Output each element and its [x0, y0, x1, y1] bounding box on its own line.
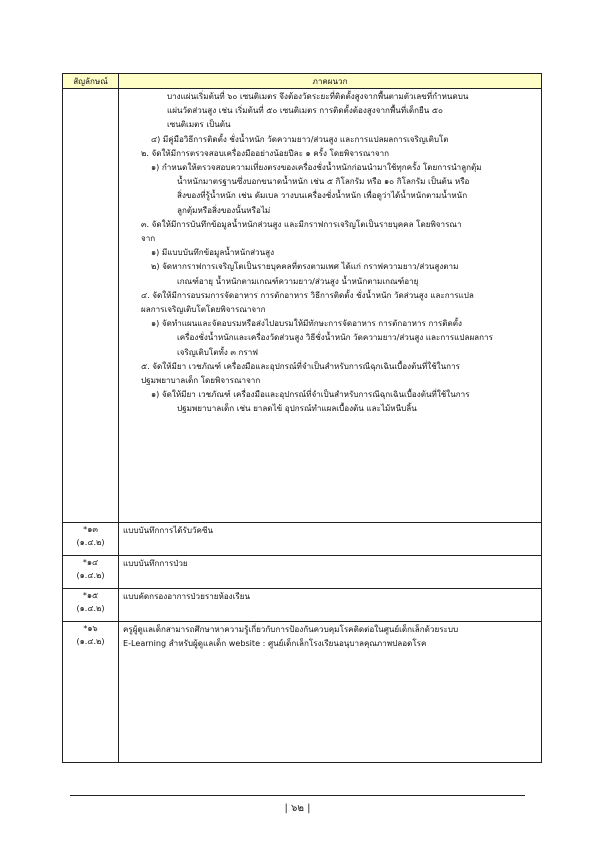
- header-appendix: ภาคผนวก: [119, 74, 542, 89]
- item-indicator: (๑.๔.๒): [76, 603, 105, 613]
- appendix-text-line: บางแผ่นเริ่มต้นที่ ๖๐ เซนติเมตร จึงต้องวัดระยะที่ติดตั้งสูงจากพื้นตามตัวเลขที่กำหนดบน: [167, 91, 469, 101]
- item-indicator: (๑.๔.๒): [76, 636, 105, 646]
- symbol-cell: [63, 89, 119, 523]
- item-indicator: (๑.๔.๒): [76, 570, 105, 580]
- appendix-text-line: เครื่องชั่งน้ำหนักและเครื่องวัดส่วนสูง วิธีชั่งน้ำหนัก วัดความยาว/ส่วนสูง และการแปลผลการ: [177, 332, 493, 343]
- appendix-text-line: เซนติเมตร เป็นต้น: [167, 119, 231, 130]
- appendix-text-line: ๒) จัดหากราฟการเจริญโตเป็นรายบุคคลที่ตรงตามเพศ ได้แก่ กราฟความยาว/ส่วนสูงตาม: [151, 261, 459, 272]
- appendix-description-cell: [119, 89, 542, 523]
- appendix-text-line: ๑) กำหนดให้ตรวจสอบความเที่ยงตรงของเครื่องชั่งน้ำหนักก่อนนำมาใช้ทุกครั้ง โดยการนำลูกตุ้ม: [151, 162, 482, 173]
- appendix-table: [62, 73, 542, 763]
- item-description-cell: [119, 523, 542, 556]
- item-description-cell: [119, 556, 542, 589]
- appendix-text-line: ผลการเจริญเติบโตโดยพิจารณาจาก: [141, 304, 266, 315]
- appendix-text-line: ลูกตุ้มหรือสิ่งของนั้นหรือไม่: [177, 204, 271, 215]
- symbol-cell: [63, 556, 119, 589]
- item-code: *๑๕: [82, 590, 99, 600]
- item-description: แบบบันทึกการป่วย: [123, 558, 188, 568]
- item-description: ครูผู้ดูแลเด็กสามารถศึกษาหาความรู้เกี่ยวกับการป้องกันควบคุมโรคติดต่อในศูนย์เด็กเล็กด้วยระบบ: [123, 624, 459, 634]
- appendix-text-line: ๒. จัดให้มีการตรวจสอบเครื่องมืออย่างน้อยปีละ ๑ ครั้ง โดยพิจารณาจาก: [141, 147, 390, 158]
- appendix-text-line: สิ่งของที่รู้น้ำหนัก เช่น ดัมเบล วางบนเครื่องชั่งน้ำหนัก เพื่อดูว่าได้น้ำหนักตามน้ำหนัก: [177, 190, 468, 201]
- table-row: [63, 523, 542, 556]
- item-code: *๑๖: [83, 623, 98, 633]
- appendix-text-line: แผ่นวัดส่วนสูง เช่น เริ่มต้นที่ ๕๐ เซนติเมตร การติดตั้งต้องสูงจากพื้นที่เด็กยืน ๕๐: [167, 105, 443, 116]
- table-row: [63, 589, 542, 622]
- footer-rule: [70, 795, 525, 796]
- symbol-cell: [63, 523, 119, 556]
- appendix-text-line: ปฐมพยาบาลเด็ก โดยพิจารณาจาก: [141, 375, 261, 386]
- item-description-cell: [119, 622, 542, 763]
- appendix-text-line: น้ำหนักมาตรฐานซึ่งบอกขนาดน้ำหนัก เช่น ๕ กิโลกรัม หรือ ๑๐ กิโลกรัม เป็นต้น หรือ: [177, 176, 470, 187]
- item-code: *๑๔: [82, 557, 99, 567]
- appendix-text-line: ปฐมพยาบาลเด็ก เช่น ยาลดไข้ อุปกรณ์ทำแผลเบื้องต้น และไม้หนีบลิ้น: [177, 403, 417, 414]
- appendix-text-line: ๔. จัดให้มีการอบรมการจัดอาหาร การตักอาหาร วิธีการติดตั้ง ชั่งน้ำหนัก วัดส่วนสูง และการแปล: [141, 289, 474, 300]
- item-description-cell: [119, 589, 542, 622]
- page-number: | ๖๒ |: [284, 803, 311, 814]
- symbol-cell: [63, 622, 119, 763]
- table-row: [63, 556, 542, 589]
- table-row: [63, 622, 542, 763]
- appendix-text-line: ๑) จัดทำแผนและจัดอบรมหรือส่งไปอบรมให้มีทักษะการจัดอาหาร การตักอาหาร การติดตั้ง: [151, 318, 462, 329]
- table-header-row: [63, 74, 542, 89]
- appendix-text-line: ๕. จัดให้มียา เวชภัณฑ์ เครื่องมือและอุปกรณ์ที่จำเป็นสำหรับการณีฉุกเฉินเบื้องต้นที่ใช้ในการ: [141, 360, 460, 371]
- appendix-text-line: เกณฑ์อายุ น้ำหนักตามเกณฑ์ความยาว/ส่วนสูง น้ำหนักตามเกณฑ์อายุ: [177, 275, 419, 286]
- table-row: [63, 89, 542, 523]
- appendix-text-line: ๓. จัดให้มีการบันทึกข้อมูลน้ำหนักส่วนสูง และมีกราฟการเจริญโตเป็นรายบุคคล โดยพิจารณา: [141, 218, 462, 229]
- appendix-text-line: ๑) มีแบบบันทึกข้อมูลน้ำหนักส่วนสูง: [151, 247, 275, 258]
- item-description: E-Learning สำหรับผู้ดูแลเด็ก website : ศูนย์เด็กเล็กโรงเรียนอนุบาลคุณภาพปลอดโรค: [123, 638, 427, 649]
- appendix-text-line: ๔) มีคู่มือวิธีการติดตั้ง ชั่งน้ำหนัก วัดความยาว/ส่วนสูง และการแปลผลการเจริญเติบโต: [151, 133, 449, 144]
- item-description: แบบคัดกรองอาการป่วยรายห้องเรียน: [123, 591, 251, 601]
- appendix-text-line: เจริญเติบโตทั้ง ๓ กราฟ: [177, 346, 259, 357]
- item-description: แบบบันทึกการได้รับวัคซีน: [123, 525, 213, 535]
- symbol-cell: [63, 589, 119, 622]
- item-indicator: (๑.๔.๒): [76, 537, 105, 547]
- appendix-text-line: ๑) จัดให้มียา เวชภัณฑ์ เครื่องมือและอุปกรณ์ที่จำเป็นสำหรับการณีฉุกเฉินเบื้องต้นที่ใช้ในการ: [151, 389, 470, 400]
- appendix-text-line: จาก: [141, 233, 156, 244]
- item-code: *๑๓: [83, 524, 98, 534]
- header-symbol: สัญลักษณ์: [63, 74, 119, 89]
